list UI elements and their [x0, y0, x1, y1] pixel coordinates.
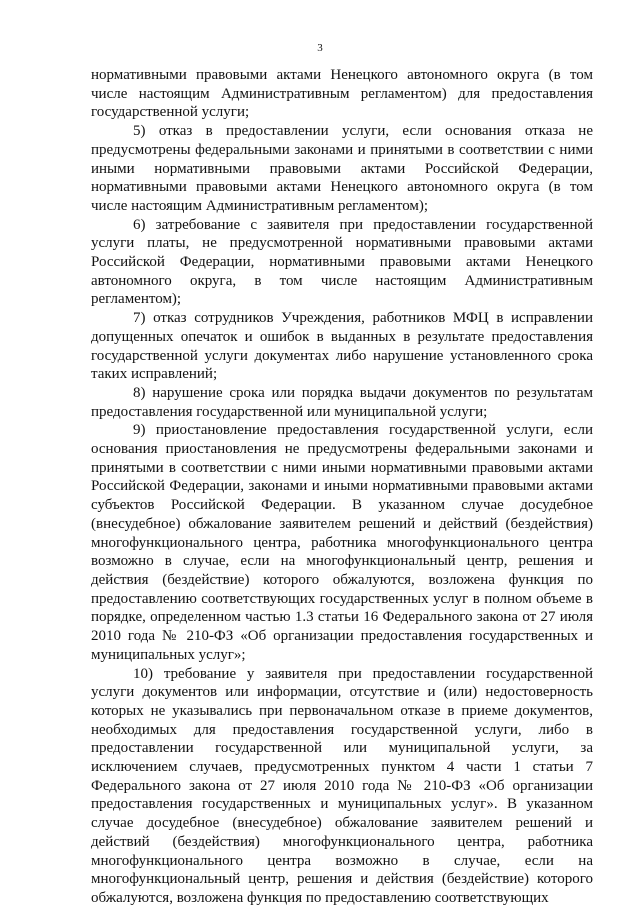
paragraph-item-7: 7) отказ сотрудников Учреждения, работников МФЦ в исправлении допущенных опечаток и ошибок в выданных в результате предоставления государственной услуги документах либо нарушение установленного срока таких исправлений;: [91, 310, 593, 383]
page-number: 3: [317, 42, 323, 54]
paragraph-item-8: 8) нарушение срока или порядка выдачи документов по результатам предоставления государственной или муниципальной услуги;: [91, 384, 593, 420]
paragraph-continuation: нормативными правовыми актами Ненецкого автономного округа (в том числе настоящим Административным регламентом) для предоставления государственной услуги;: [91, 67, 593, 121]
document-body: [91, 66, 593, 908]
paragraph-item-6: 6) затребование с заявителя при предоставлении государственной услуги платы, не предусмотренной нормативными правовыми актами Российской Федерации, нормативными правовыми актами Ненецкого автономного округа, в том числе настоящим Административным регламентом);: [91, 216, 593, 308]
paragraph-item-9: 9) приостановление предоставления государственной услуги, если основания приостановления не предусмотрены федеральными законами и принятыми в соответствии с ними иными нормативными правовыми актами Российской Федерации, законами и иными нормативными правовыми актами субъектов Российской Федерации. В указанном случае досудебное (внесудебное) обжалование заявителем решений и действий (бездействия) многофункционального центра, работника многофункционального центра возможно в случае, если на многофункциональный центр, решения и действия (бездействие) которого обжалуются, возложена функция по предоставлению соответствующих государственных услуг в полном объеме в порядке, определенном частью 1.3 статьи 16 Федерального закона от 27 июля 2010 года № 210-ФЗ «Об организации предоставления государственных и муниципальных услуг»;: [91, 422, 593, 663]
paragraph-item-10: 10) требование у заявителя при предоставлении государственной услуги документов или информации, отсутствие и (или) недостоверность которых не указывались при первоначальном отказе в приеме документов, необходимых для предоставления государственной услуги, либо в предоставлении государственной или муниципальной услуги, за исключением случаев, предусмотренных пунктом 4 части 1 статьи 7 Федерального закона от 27 июля 2010 года № 210-ФЗ «Об организации предоставления государственных и муниципальных услуг». В указанном случае досудебное (внесудебное) обжалование заявителем решений и действий (бездействия) многофункционального центра, работника многофункционального центра возможно в случае, если на многофункциональный центр, решения и действия (бездействие) которого обжалуются, возложена функция по предоставлению соответствующих: [91, 665, 593, 906]
paragraph-item-5: 5) отказ в предоставлении услуги, если основания отказа не предусмотрены федеральными законами и принятыми в соответствии с ними иными нормативными правовыми актами Российской Федерации, нормативными правовыми актами Ненецкого автономного округа (в том числе настоящим Административным регламентом);: [91, 123, 593, 214]
